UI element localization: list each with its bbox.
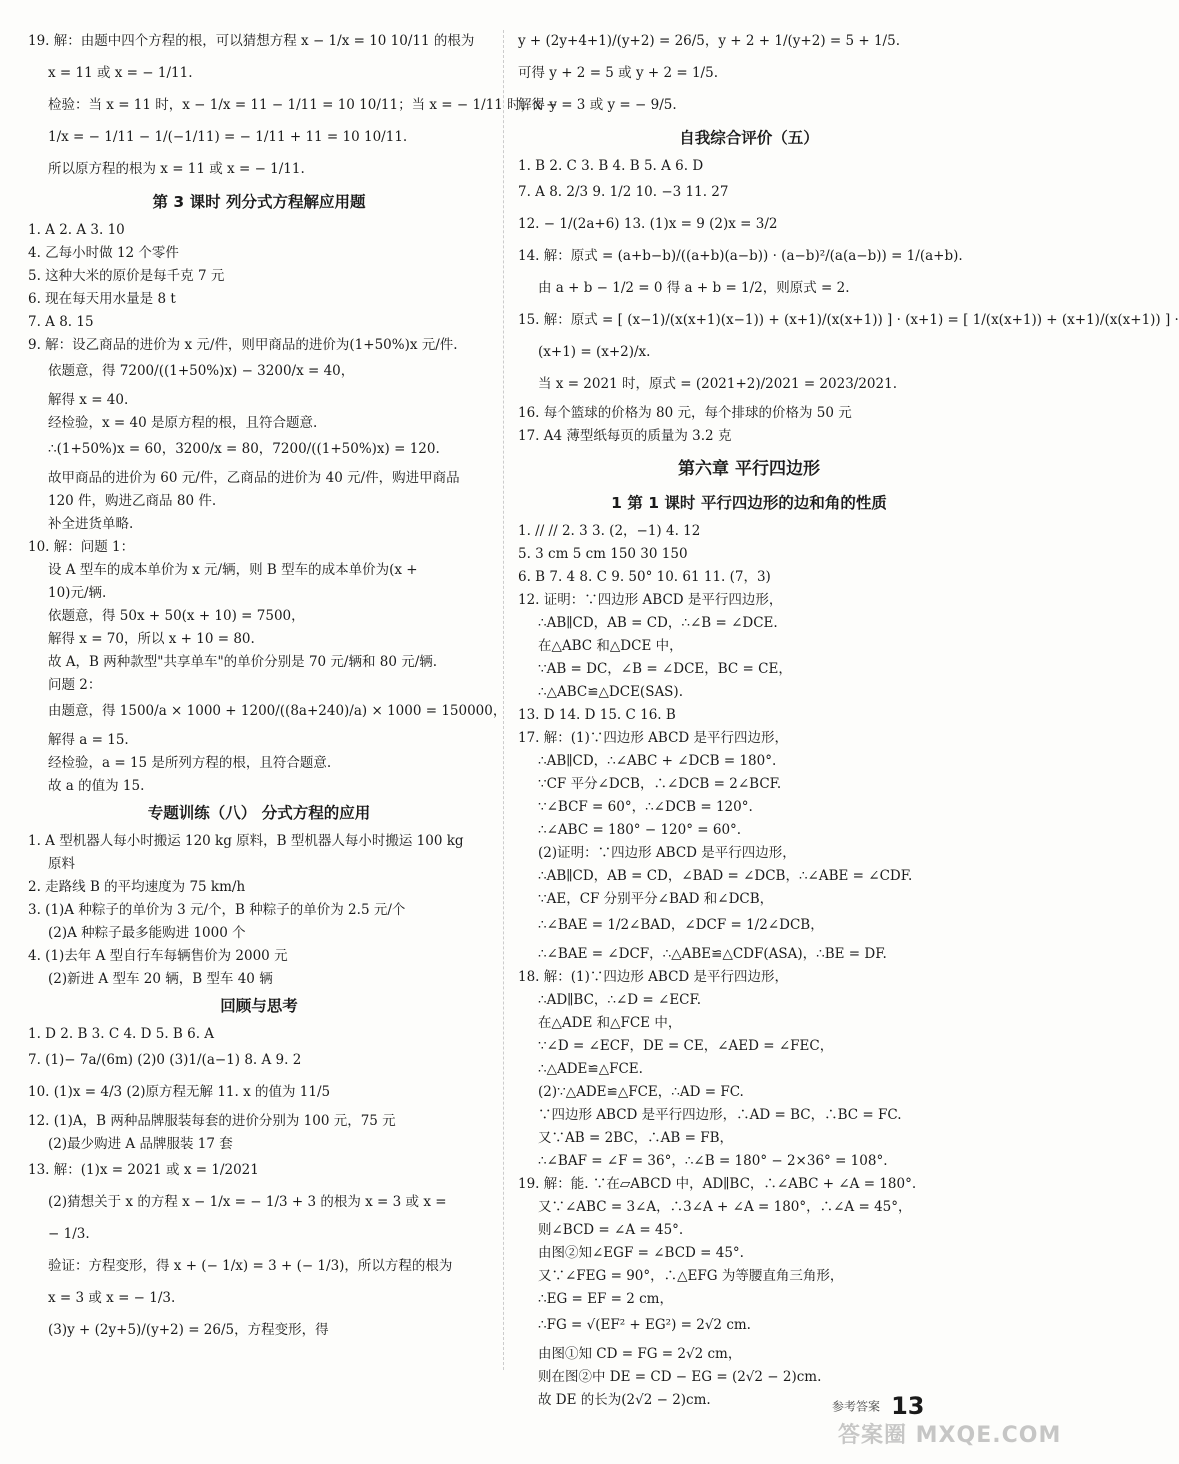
answer-line: 12. 证明：∵四边形 ABCD 是平行四边形， (518, 592, 783, 608)
answer-line: 故 DE 的长为(2√2 − 2)cm. (538, 1392, 711, 1408)
answer-line: 可得 y + 2 = 5 或 y + 2 = 1/5. (518, 65, 718, 81)
answer-line: ∴∠BAE = 1/2∠BAD，∠DCF = 1/2∠DCB， (538, 917, 824, 933)
answer-line: 7. A 8. 2/3 9. 1/2 10. −3 11. 27 (518, 184, 729, 200)
answer-line: 14. 解：原式 = (a+b−b)/((a+b)(a−b)) · (a−b)²/(a(a−b)) = 1/(a+b). (518, 248, 963, 264)
answer-line: 13. D 14. D 15. C 16. B (518, 707, 676, 723)
answer-line: 4. 乙每小时做 12 个零件 (28, 245, 179, 261)
answer-line: 15. 解：原式 = [ (x−1)/(x(x+1)(x−1)) + (x+1)/(x(x+1)) ] · (x+1) = [ 1/(x(x+1)) + (x+1)/(x(x+1)) ] · (518, 312, 1179, 328)
answer-line: 又∵∠FEG = 90°，∴△EFG 为等腰直角三角形， (538, 1268, 844, 1284)
answer-line: 经检验，a = 15 是所列方程的根，且符合题意. (48, 755, 332, 771)
answer-line: 1. D 2. B 3. C 4. D 5. B 6. A (28, 1026, 215, 1042)
answer-line: 10. 解：问题 1： (28, 539, 135, 555)
answer-line: 12. (1)A，B 两种品牌服装每套的进价分别为 100 元，75 元 (28, 1113, 396, 1129)
answer-line: 1. A 型机器人每小时搬运 120 kg 原料，B 型机器人每小时搬运 100 kg (28, 833, 464, 849)
answer-line: ∴AD∥BC，∴∠D = ∠ECF. (538, 992, 702, 1008)
answer-line: 120 件，购进乙商品 80 件. (48, 493, 217, 509)
answer-line: 3. (1)A 种粽子的单价为 3 元/个，B 种粽子的单价为 2.5 元/个 (28, 902, 406, 918)
answer-line: 则∠BCD = ∠A = 45°. (538, 1222, 684, 1238)
answer-line: ∴AB∥CD，AB = CD，∴∠B = ∠DCE. (538, 615, 778, 631)
answer-line: 依题意，得 50x + 50(x + 10) = 7500， (48, 608, 305, 624)
answer-line: 故 a 的值为 15. (48, 778, 145, 794)
answer-line: ∵CF 平分∠DCB，∴∠DCB = 2∠BCF. (538, 776, 782, 792)
answer-line: 验证：方程变形，得 x + (− 1/x) = 3 + (− 1/3)，所以方程的根为 (48, 1258, 453, 1274)
page-footer (832, 1392, 925, 1420)
answer-line: 由图②知∠EGF = ∠BCD = 45°. (538, 1245, 744, 1261)
answer-line: (2)最少购进 A 品牌服装 17 套 (48, 1136, 233, 1152)
answer-line: 经检验，x = 40 是原方程的根，且符合题意. (48, 415, 318, 431)
answer-line: 13. 解：(1)x = 2021 或 x = 1/2021 (28, 1162, 259, 1178)
answer-line: 1. A 2. A 3. 10 (28, 222, 125, 238)
answer-line: ∴∠BAF = ∠F = 36°，∴∠B = 180° − 2×36° = 108°. (538, 1153, 888, 1169)
answer-line: ∴FG = √(EF² + EG²) = 2√2 cm. (538, 1317, 751, 1333)
answer-line: 又∵AB = 2BC，∴AB = FB， (538, 1130, 734, 1146)
answer-line: 检验：当 x = 11 时，x − 1/x = 11 − 1/11 = 10 10/11；当 x = − 1/11 时，x − (48, 97, 558, 113)
answer-line: ∴AB∥CD，∴∠ABC + ∠DCB = 180°. (538, 753, 777, 769)
answer-line: 所以原方程的根为 x = 11 或 x = − 1/11. (48, 161, 305, 177)
answer-line: (2)证明：∵四边形 ABCD 是平行四边形， (538, 845, 796, 861)
answer-line: 9. 解：设乙商品的进价为 x 元/件，则甲商品的进价为(1+50%)x 元/件. (28, 337, 458, 353)
answer-line: 10)元/辆. (48, 585, 107, 601)
answer-line: 5. 这种大米的原价是每千克 7 元 (28, 268, 225, 284)
answer-line: 5. 3 cm 5 cm 150 30 150 (518, 546, 688, 562)
answer-line: x = 3 或 x = − 1/3. (48, 1290, 176, 1306)
section-heading: 第六章 平行四边形 (678, 459, 820, 479)
section-heading: 第 3 课时 列分式方程解应用题 (152, 193, 366, 211)
answer-line: 解得 x = 40. (48, 392, 129, 408)
answer-line: 问题 2： (48, 677, 102, 693)
answer-line: 在△ADE 和△FCE 中， (538, 1015, 682, 1031)
answer-line: 7. A 8. 15 (28, 314, 94, 330)
answer-line: 7. (1)− 7a/(6m) (2)0 (3)1/(a−1) 8. A 9. 2 (28, 1052, 302, 1068)
answer-line: 19. 解：能. ∵在▱ABCD 中，AD∥BC，∴∠ABC + ∠A = 180°. (518, 1176, 917, 1192)
answer-line: 解得 y = 3 或 y = − 9/5. (518, 97, 677, 113)
answer-line: 6. 现在每天用水量是 8 t (28, 291, 176, 307)
answer-line: − 1/3. (48, 1226, 90, 1242)
answer-line: 16. 每个篮球的价格为 80 元，每个排球的价格为 50 元 (518, 405, 852, 421)
answer-line: 原料 (48, 856, 75, 872)
answer-line: 12. − 1/(2a+6) 13. (1)x = 9 (2)x = 3/2 (518, 216, 778, 232)
answer-line: 19. 解：由题中四个方程的根，可以猜想方程 x − 1/x = 10 10/11 的根为 (28, 33, 475, 49)
answer-line: 17. 解：(1)∵四边形 ABCD 是平行四边形， (518, 730, 789, 746)
answer-line: 解得 a = 15. (48, 732, 129, 748)
answer-line: (2)A 种粽子最多能购进 1000 个 (48, 925, 246, 941)
answer-line: (x+1) = (x+2)/x. (538, 344, 651, 360)
answer-line: ∴∠ABC = 180° − 120° = 60°. (538, 822, 742, 838)
answer-line: ∴AB∥CD，AB = CD，∠BAD = ∠DCB，∴∠ABE = ∠CDF. (538, 868, 913, 884)
answer-line: ∵AE，CF 分别平分∠BAD 和∠DCB， (538, 891, 774, 907)
answer-line: ∵∠BCF = 60°，∴∠DCB = 120°. (538, 799, 753, 815)
answer-line: 1. // // 2. 3 3. (2，−1) 4. 12 (518, 523, 701, 539)
answer-line: 6. B 7. 4 8. C 9. 50° 10. 61 11. (7，3) (518, 569, 771, 585)
section-heading: 回顾与思考 (220, 997, 298, 1015)
page-number: 13 (891, 1392, 925, 1420)
answer-line: ∴∠BAE = ∠DCF，∴△ABE≌△CDF(ASA)，∴BE = DF. (538, 946, 887, 962)
answer-line: ∴△ABC≌△DCE(SAS). (538, 684, 683, 700)
answer-line: 设 A 型车的成本单价为 x 元/辆，则 B 型车的成本单价为(x + (48, 562, 418, 578)
answer-line: (3)y + (2y+5)/(y+2) = 26/5，方程变形，得 (48, 1322, 329, 1338)
answer-line: 又∵∠ABC = 3∠A，∴3∠A + ∠A = 180°，∴∠A = 45°， (538, 1199, 912, 1215)
answer-line: 18. 解：(1)∵四边形 ABCD 是平行四边形， (518, 969, 789, 985)
answer-line: ∵四边形 ABCD 是平行四边形，∴AD = BC，∴BC = FC. (538, 1107, 902, 1123)
answer-line: ∴(1+50%)x = 60，3200/x = 80，7200/((1+50%)x) = 120. (48, 441, 440, 457)
answer-line: (2)∵△ADE≌△FCE，∴AD = FC. (538, 1084, 744, 1100)
answer-line: 当 x = 2021 时，原式 = (2021+2)/2021 = 2023/2021. (538, 376, 897, 392)
answer-line: ∴EG = EF = 2 cm， (538, 1291, 673, 1307)
right-column (518, 30, 1179, 1415)
answer-line: 4. (1)去年 A 型自行车每辆售价为 2000 元 (28, 948, 288, 964)
answer-line: 补全进货单略. (48, 516, 134, 532)
left-column (28, 30, 558, 1351)
section-heading: 专题训练（八） 分式方程的应用 (147, 804, 371, 822)
answer-line: ∵AB = DC，∠B = ∠DCE，BC = CE， (538, 661, 792, 677)
section-heading: 1 第 1 课时 平行四边形的边和角的性质 (611, 494, 887, 512)
answer-line: 17. A4 薄型纸每页的质量为 3.2 克 (518, 428, 732, 444)
footer-label: 参考答案 (832, 1399, 881, 1414)
section-heading: 自我综合评价（五） (679, 129, 819, 147)
answer-line: x = 11 或 x = − 1/11. (48, 65, 193, 81)
answer-line: 1/x = − 1/11 − 1/(−1/11) = − 1/11 + 11 = 10 10/11. (48, 129, 408, 145)
watermark-logo: 答案圈 MXQE.COM (838, 1423, 1062, 1448)
answer-line: 由题意，得 1500/a × 1000 + 1200/((8a+240)/a) × 1000 = 150000， (48, 703, 507, 719)
answer-line: 1. B 2. C 3. B 4. B 5. A 6. D (518, 158, 704, 174)
answer-line: 解得 x = 70，所以 x + 10 = 80. (48, 631, 255, 647)
answer-line: 在△ABC 和△DCE 中， (538, 638, 683, 654)
answer-line: 10. (1)x = 4/3 (2)原方程无解 11. x 的值为 11/5 (28, 1084, 331, 1100)
answer-line: y + (2y+4+1)/(y+2) = 26/5，y + 2 + 1/(y+2) = 5 + 1/5. (518, 33, 900, 49)
answer-line: 由 a + b − 1/2 = 0 得 a + b = 1/2，则原式 = 2. (538, 280, 850, 296)
answer-line: 依题意，得 7200/((1+50%)x) − 3200/x = 40， (48, 363, 355, 379)
answer-line: 2. 走路线 B 的平均速度为 75 km/h (28, 879, 246, 895)
answer-line: 由图①知 CD = FG = 2√2 cm， (538, 1346, 742, 1362)
answer-line: ∴△ADE≌△FCE. (538, 1061, 643, 1077)
answer-line: 故 A，B 两种款型"共享单车"的单价分别是 70 元/辆和 80 元/辆. (48, 654, 438, 670)
answer-line: (2)新进 A 型车 20 辆，B 型车 40 辆 (48, 971, 273, 987)
answer-line: 则在图②中 DE = CD − EG = (2√2 − 2)cm. (538, 1369, 822, 1385)
answer-line: ∵∠D = ∠ECF，DE = CE，∠AED = ∠FEC， (538, 1038, 834, 1054)
answer-line: (2)猜想关于 x 的方程 x − 1/x = − 1/3 + 3 的根为 x = 3 或 x = (48, 1194, 447, 1210)
answer-line: 故甲商品的进价为 60 元/件，乙商品的进价为 40 元/件，购进甲商品 (48, 470, 460, 486)
